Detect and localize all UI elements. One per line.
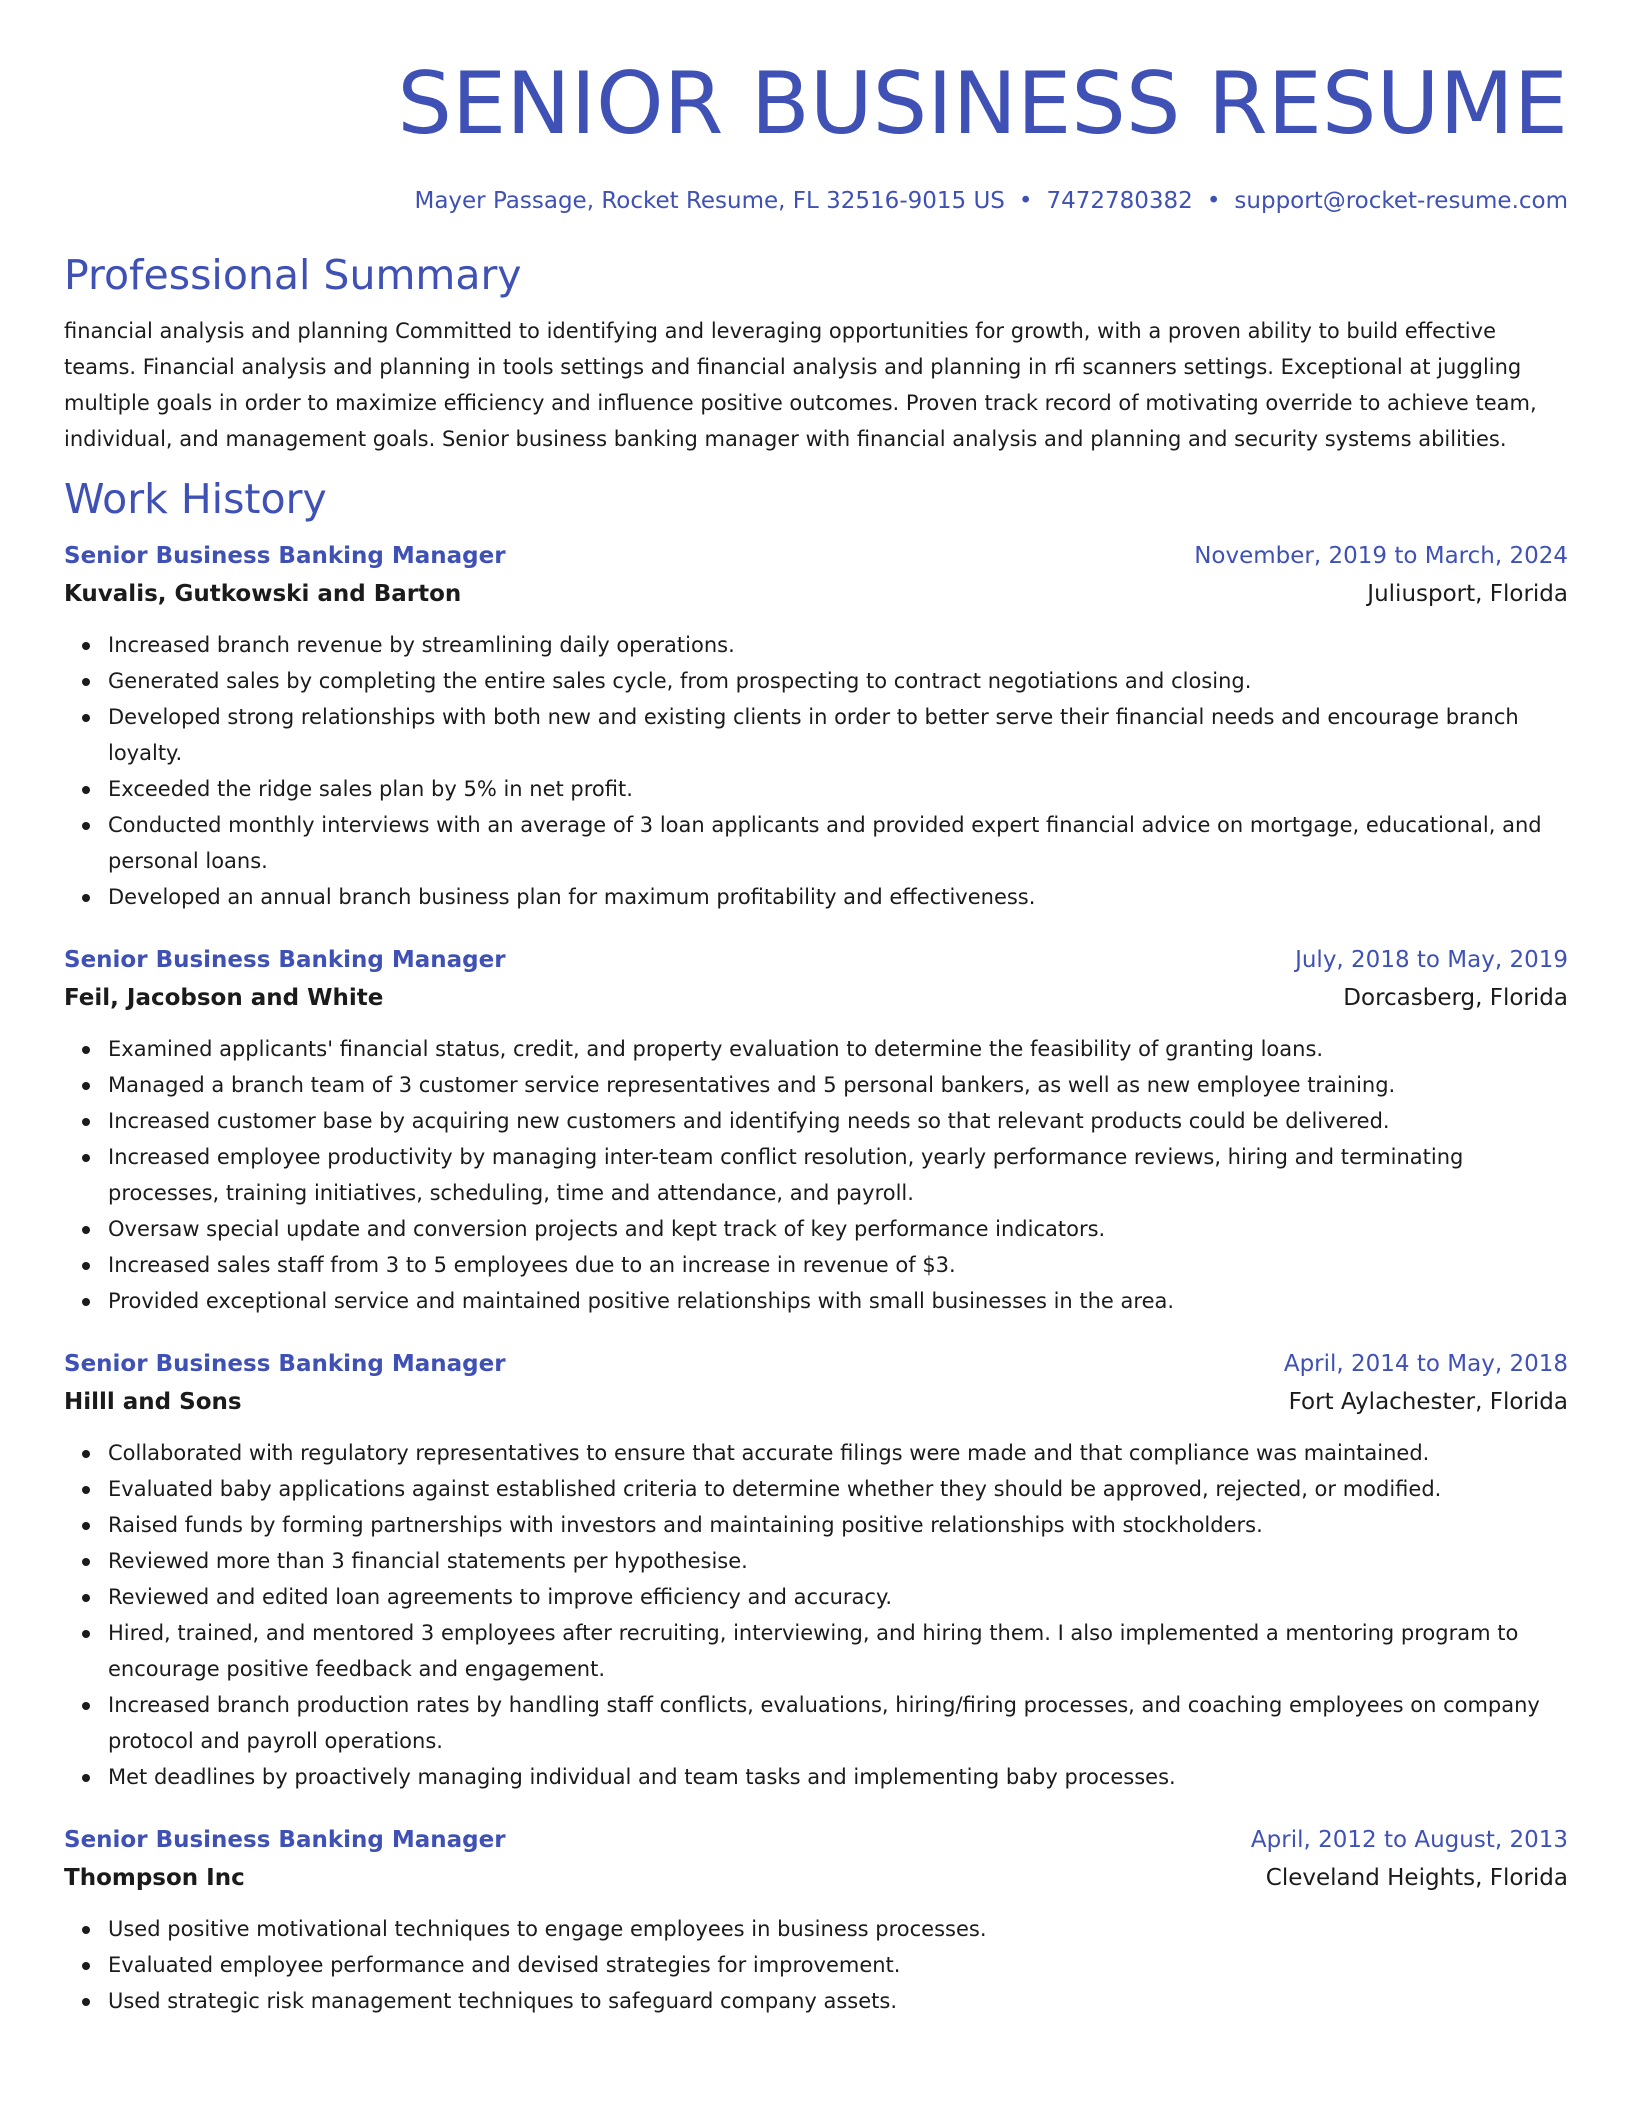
job-bullet: Evaluated baby applications against established criteria to determine whether they should be approved, rejected, or modified. <box>108 1471 1568 1507</box>
summary-text: financial analysis and planning Committed to identifying and leveraging opportunities for growth, with a proven ability to build effective teams. Financial analysis and planning in tools settings and financial analysis and planning in rfi scanners settings. Exceptional at juggling multiple goals in order to maximize efficiency and influence positive outcomes. Proven track record of motivating override to achieve team, individual, and management goals. Senior business banking manager with financial analysis and planning and security systems abilities. <box>64 319 1537 451</box>
job-dates: November, 2019 to March, 2024 <box>1194 543 1568 569</box>
job-bullet: Conducted monthly interviews with an average of 3 loan applicants and provided expert financial advice on mortgage, educational, and personal loans. <box>108 807 1568 879</box>
job-company: Feil, Jacobson and White <box>64 985 384 1011</box>
job-bullet: Generated sales by completing the entire sales cycle, from prospecting to contract negotiations and closing. <box>108 663 1568 699</box>
job-bullet: Provided exceptional service and maintained positive relationships with small businesses in the area. <box>108 1283 1568 1319</box>
job-company: Kuvalis, Gutkowski and Barton <box>64 581 462 607</box>
job-bullet: Examined applicants' financial status, credit, and property evaluation to determine the feasibility of granting loans. <box>108 1031 1568 1067</box>
contact-separator: • <box>1018 188 1033 214</box>
job-header-row <box>64 941 1568 979</box>
job-role: Senior Business Banking Manager <box>64 543 506 569</box>
job-bullet: Managed a branch team of 3 customer service representatives and 5 personal bankers, as well as new employee training. <box>108 1067 1568 1103</box>
contact-address: Mayer Passage, Rocket Resume, FL 32516-9015 US <box>414 188 1005 214</box>
resume-page <box>64 0 1568 2019</box>
job-dates: April, 2014 to May, 2018 <box>1283 1351 1568 1377</box>
job-bullet: Developed strong relationships with both new and existing clients in order to better serve their financial needs and encourage branch loyalty. <box>108 699 1568 771</box>
job-role: Senior Business Banking Manager <box>64 1351 506 1377</box>
professional-summary-section <box>64 247 1568 457</box>
job-entry <box>64 1821 1568 2019</box>
job-header-row <box>64 537 1568 575</box>
resume-header <box>64 0 1568 218</box>
job-role: Senior Business Banking Manager <box>64 947 506 973</box>
job-bullet: Exceeded the ridge sales plan by 5% in net profit. <box>108 771 1568 807</box>
job-company-row <box>64 1383 1568 1421</box>
job-location: Juliusport, Florida <box>1367 581 1568 607</box>
job-bullet: Increased branch production rates by handling staff conflicts, evaluations, hiring/firing processes, and coaching employees on company protocol and payroll operations. <box>108 1687 1568 1759</box>
contact-separator: • <box>1206 188 1221 214</box>
contact-email: support@rocket-resume.com <box>1234 188 1568 214</box>
job-entry <box>64 537 1568 915</box>
job-bullet-list <box>64 1911 1568 2019</box>
job-location: Cleveland Heights, Florida <box>1265 1865 1568 1891</box>
job-bullet: Hired, trained, and mentored 3 employees after recruiting, interviewing, and hiring them. I also implemented a mentoring program to encourage positive feedback and engagement. <box>108 1615 1568 1687</box>
contact-line <box>64 184 1568 218</box>
job-dates: April, 2012 to August, 2013 <box>1250 1827 1568 1853</box>
job-company: Thompson Inc <box>64 1865 245 1891</box>
job-bullet: Reviewed and edited loan agreements to improve efficiency and accuracy. <box>108 1579 1568 1615</box>
job-header-row <box>64 1821 1568 1859</box>
job-bullet: Increased branch revenue by streamlining daily operations. <box>108 627 1568 663</box>
job-bullet: Met deadlines by proactively managing individual and team tasks and implementing baby processes. <box>108 1759 1568 1795</box>
job-company-row <box>64 575 1568 613</box>
job-bullet: Oversaw special update and conversion projects and kept track of key performance indicators. <box>108 1211 1568 1247</box>
job-bullet: Used positive motivational techniques to engage employees in business processes. <box>108 1911 1568 1947</box>
job-bullet-list <box>64 627 1568 915</box>
job-bullet: Used strategic risk management techniques to safeguard company assets. <box>108 1983 1568 2019</box>
job-bullet-list <box>64 1435 1568 1795</box>
job-bullet: Raised funds by forming partnerships with investors and maintaining positive relationships with stockholders. <box>108 1507 1568 1543</box>
job-company-row <box>64 1859 1568 1897</box>
job-location: Fort Aylachester, Florida <box>1288 1389 1568 1415</box>
contact-phone: 7472780382 <box>1046 188 1193 214</box>
job-entry <box>64 1345 1568 1795</box>
job-bullet-list <box>64 1031 1568 1319</box>
job-entry <box>64 941 1568 1319</box>
job-location: Dorcasberg, Florida <box>1343 985 1568 1011</box>
job-bullet: Developed an annual branch business plan for maximum profitability and effectiveness. <box>108 879 1568 915</box>
job-bullet: Increased sales staff from 3 to 5 employees due to an increase in revenue of $3. <box>108 1247 1568 1283</box>
section-heading-summary: Professional Summary <box>64 251 522 299</box>
work-history-section <box>64 471 1568 2019</box>
job-bullet: Increased employee productivity by managing inter-team conflict resolution, yearly performance reviews, hiring and terminating processes, training initiatives, scheduling, time and attendance, and payroll. <box>108 1139 1568 1211</box>
job-header-row <box>64 1345 1568 1383</box>
job-dates: July, 2018 to May, 2019 <box>1295 947 1568 973</box>
job-bullet: Evaluated employee performance and devised strategies for improvement. <box>108 1947 1568 1983</box>
job-company-row <box>64 979 1568 1017</box>
job-bullet: Collaborated with regulatory representatives to ensure that accurate filings were made and that compliance was maintained. <box>108 1435 1568 1471</box>
job-bullet: Increased customer base by acquiring new customers and identifying needs so that relevant products could be delivered. <box>108 1103 1568 1139</box>
job-bullet: Reviewed more than 3 financial statements per hypothesise. <box>108 1543 1568 1579</box>
section-heading-work-history: Work History <box>64 475 327 523</box>
job-role: Senior Business Banking Manager <box>64 1827 506 1853</box>
job-company: Hilll and Sons <box>64 1389 242 1415</box>
resume-title: SENIOR BUSINESS RESUME <box>397 54 1568 154</box>
